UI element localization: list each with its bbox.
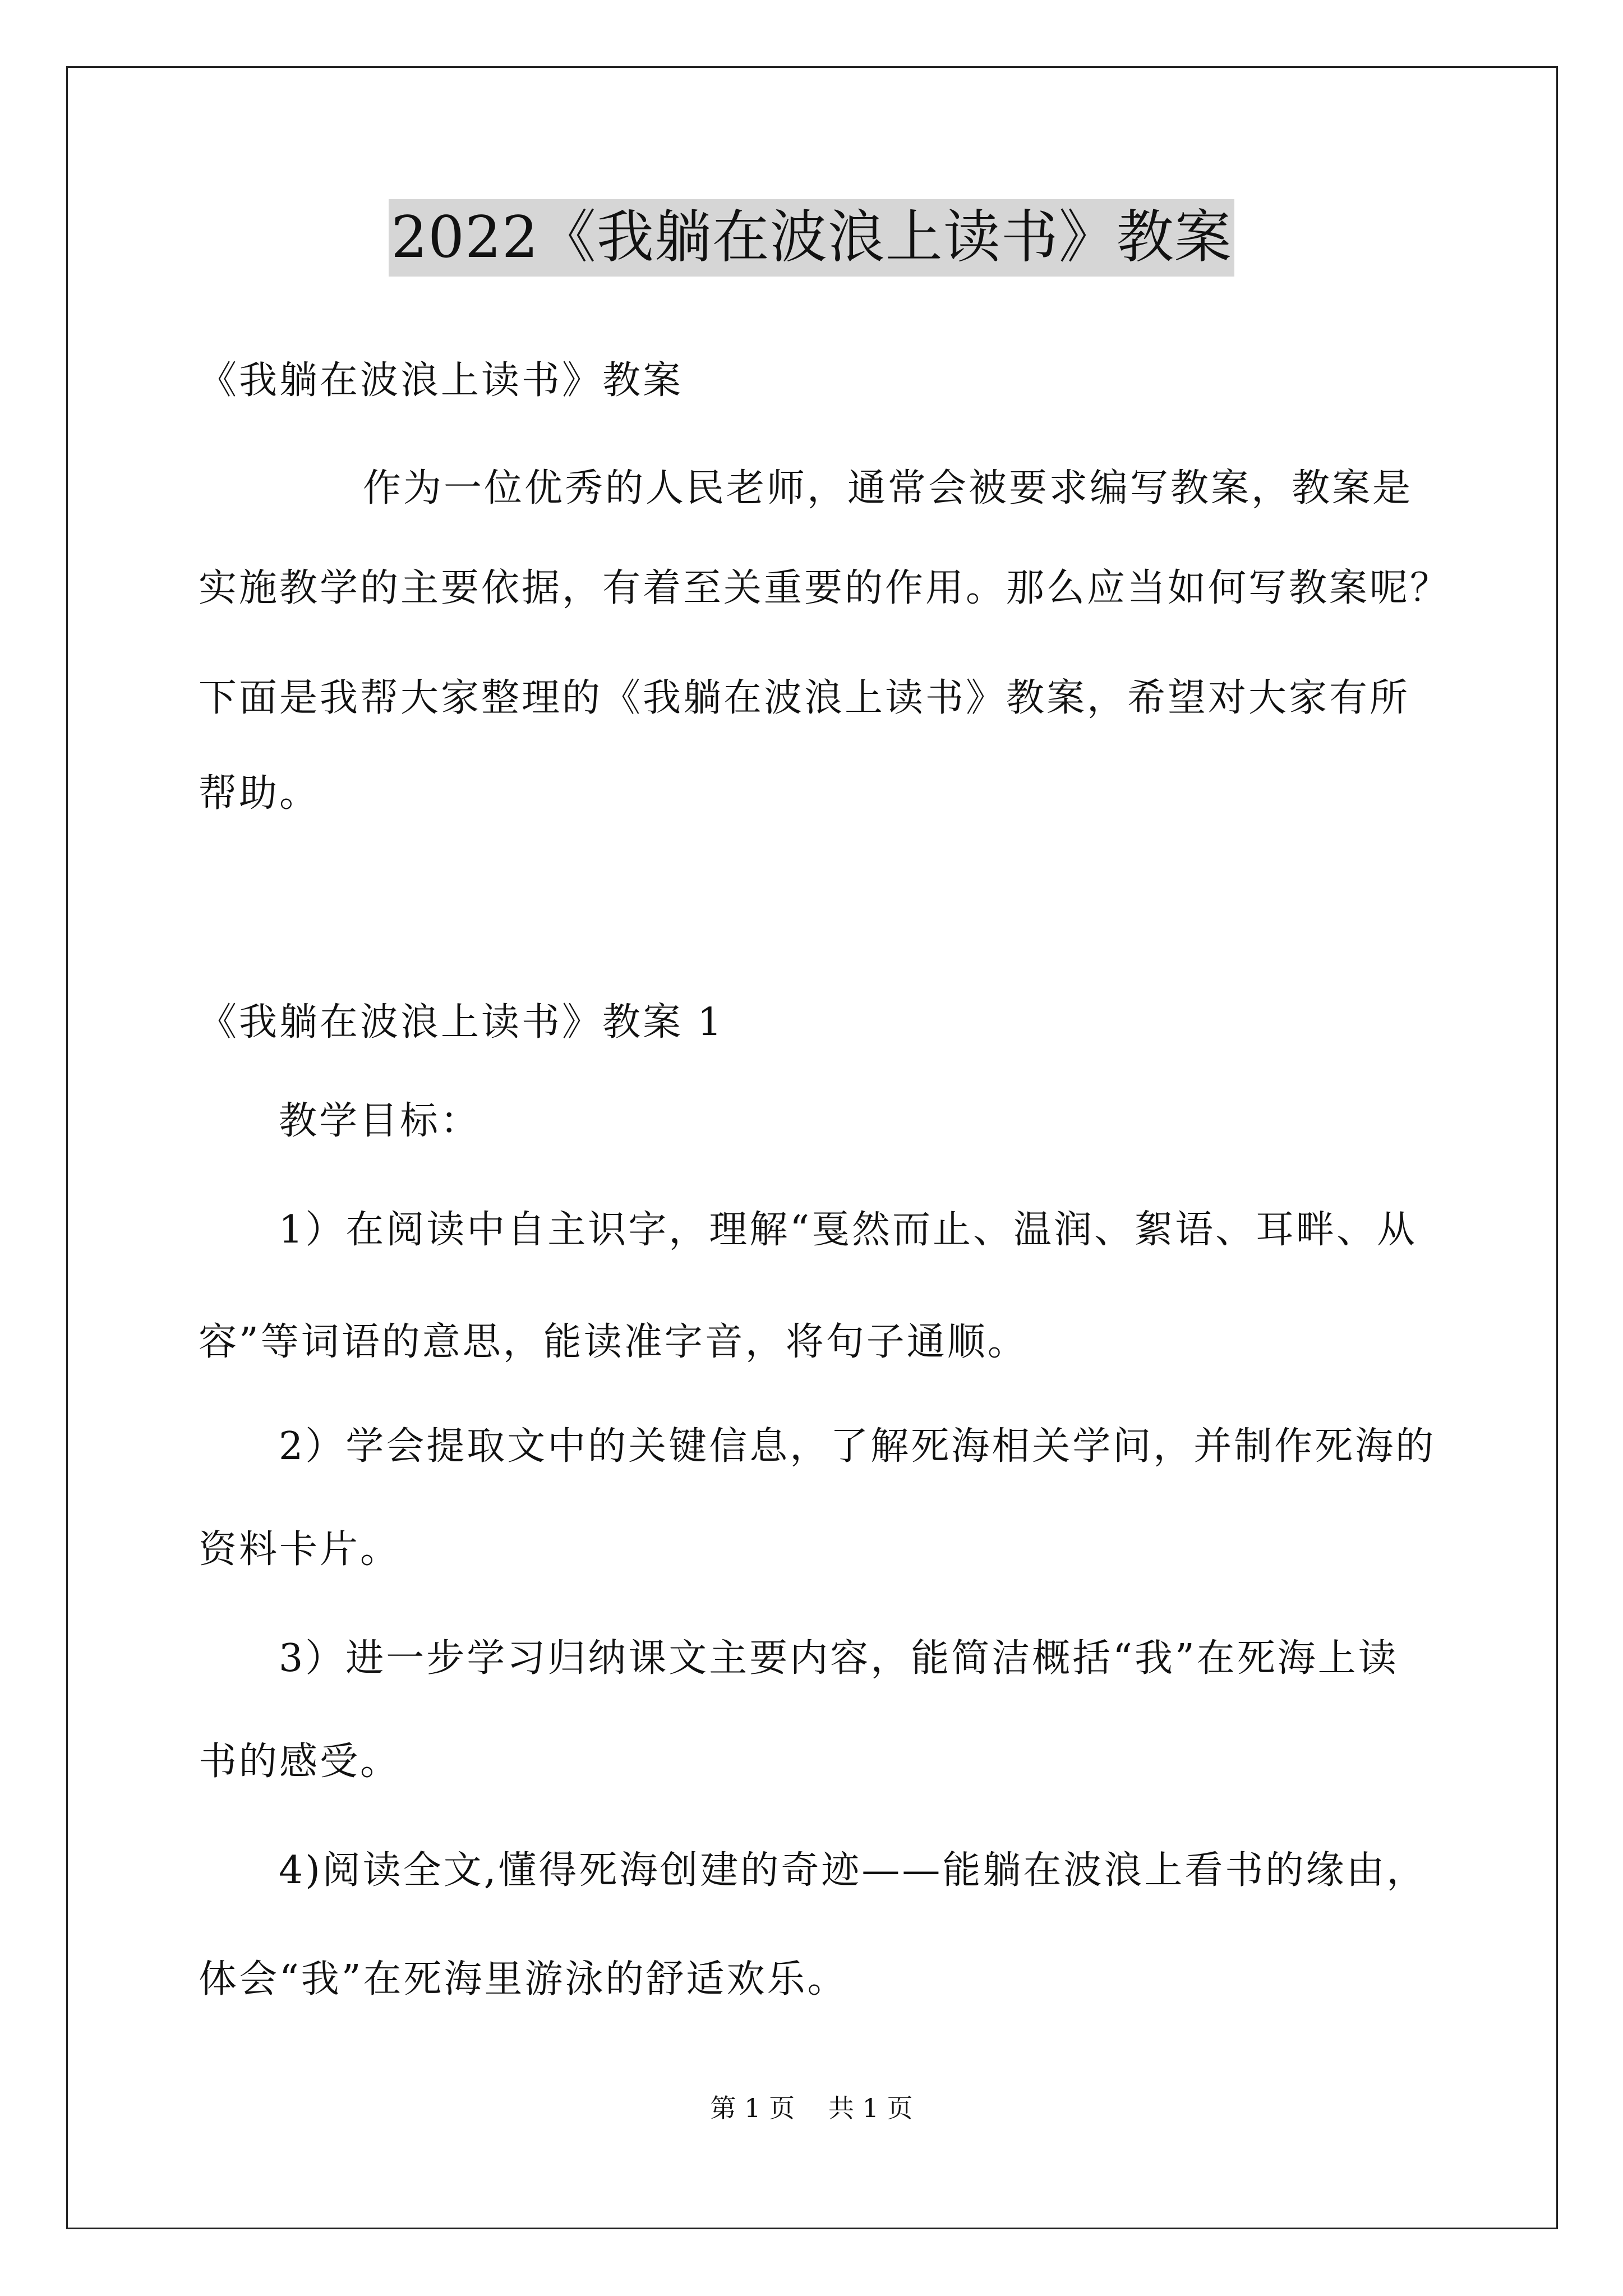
objective-line: 4)阅读全文,懂得死海创建的奇迹——能躺在波浪上看书的缘由， bbox=[279, 1848, 1427, 1893]
page-footer bbox=[0, 2091, 1623, 2125]
page-total: 共 1 页 bbox=[828, 2093, 913, 2123]
objective-line: 资料卡片。 bbox=[199, 1527, 401, 1572]
intro-line: 下面是我帮大家整理的《我躺在波浪上读书》教案，希望对大家有所 bbox=[199, 676, 1410, 720]
objective-line: 书的感受。 bbox=[199, 1740, 401, 1784]
document-subtitle: 《我躺在波浪上读书》教案 bbox=[199, 358, 684, 403]
title-container bbox=[0, 199, 1623, 277]
objective-line: 容”等词语的意思，能读准字音，将句子通顺。 bbox=[199, 1320, 1028, 1364]
intro-line: 实施教学的主要依据，有着至关重要的作用。那么应当如何写教案呢？ bbox=[199, 566, 1451, 610]
objective-line: 2）学会提取文中的关键信息，了解死海相关学问，并制作死海的 bbox=[279, 1424, 1436, 1469]
page-number: 第 1 页 bbox=[710, 2093, 795, 2123]
intro-line: 帮助。 bbox=[199, 771, 320, 816]
objective-line: 1）在阅读中自主识字，理解“戛然而止、温润、絮语、耳畔、从 bbox=[279, 1208, 1418, 1252]
intro-line: 作为一位优秀的人民老师，通常会被要求编写教案，教案是 bbox=[363, 466, 1413, 510]
section-heading: 《我躺在波浪上读书》教案 1 bbox=[199, 1000, 724, 1045]
document-title: 2022《我躺在波浪上读书》教案 bbox=[389, 199, 1234, 277]
objective-line: 3）进一步学习归纳课文主要内容，能简洁概括“我”在死海上读 bbox=[279, 1636, 1399, 1681]
objectives-label: 教学目标： bbox=[279, 1099, 481, 1143]
objective-line: 体会“我”在死海里游泳的舒适欢乐。 bbox=[199, 1957, 848, 2001]
